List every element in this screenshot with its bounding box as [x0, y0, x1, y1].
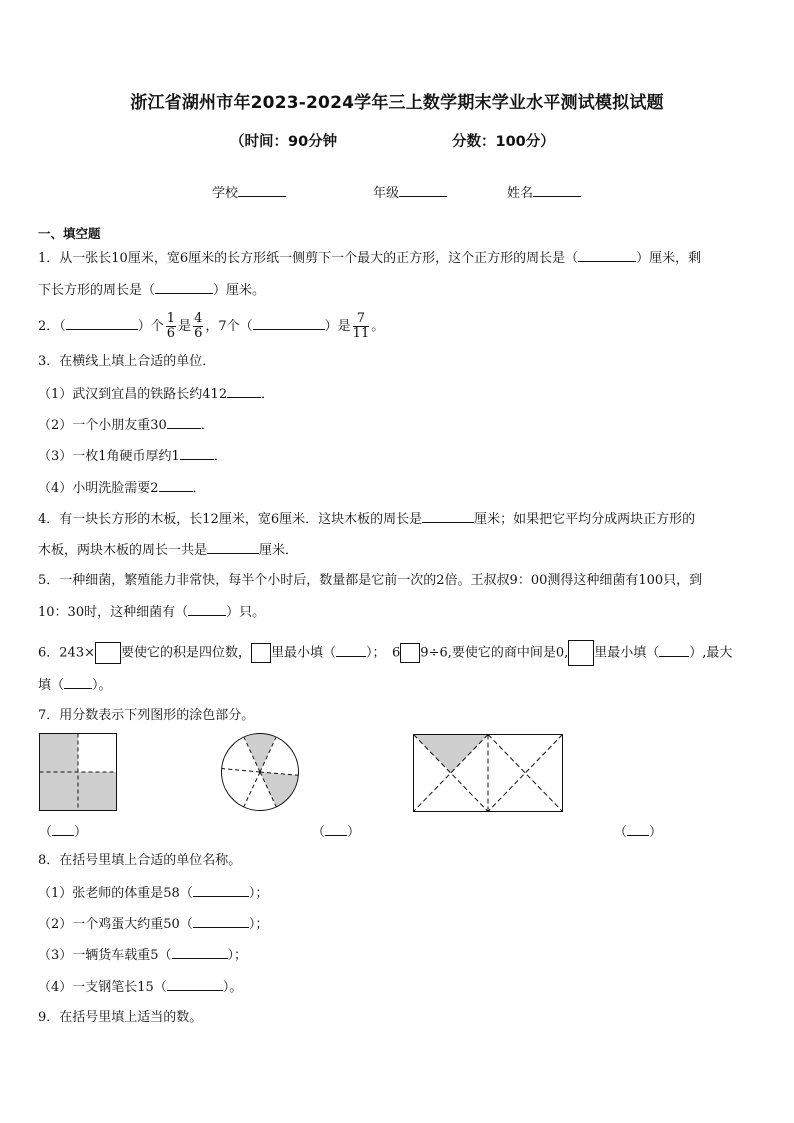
question-6-line-1	[38, 640, 732, 666]
q6-text-h: 填（	[38, 678, 65, 693]
fraction-denominator: 11	[352, 326, 370, 341]
question-3-item-1	[38, 385, 274, 404]
figure-rectangle-triangles	[413, 734, 563, 812]
q5-blank[interactable]	[188, 603, 226, 616]
q4-blank-1[interactable]	[422, 510, 474, 523]
question-3-item-4	[38, 479, 206, 498]
shaded-sector-bottom-right	[260, 772, 298, 807]
fraction-7-11	[353, 312, 370, 341]
question-5-line-1: 5．一种细菌，繁殖能力非常快，每半个小时后，数量都是它前一次的2倍。王叔叔9：00测得这种细菌有100只，到	[38, 573, 703, 588]
q3-blank-3[interactable]	[180, 447, 214, 460]
q3-item-end: ．	[192, 481, 206, 496]
section-heading: 一、填空题	[38, 226, 101, 241]
q4-text-c: 木板，两块木板的周长一共是	[38, 543, 208, 558]
q8-item-end: ）。	[222, 980, 243, 995]
fraction-denominator: 6	[194, 326, 203, 341]
q6-text-d: ）； 6	[366, 645, 401, 661]
q8-blank-3[interactable]	[172, 946, 228, 959]
q2-text-e: ）是	[324, 319, 351, 334]
q8-item-end: ）；	[248, 886, 269, 901]
q6-blank-2[interactable]	[659, 644, 689, 657]
question-4-line-1	[38, 510, 695, 529]
q3-item-end: ．	[261, 387, 275, 402]
q6-text-e: 9÷6,要使它的商中间是0,	[420, 645, 569, 661]
q3-item-end: ．	[200, 418, 214, 433]
fraction-numerator: 1	[166, 311, 176, 326]
question-1-line-2	[38, 281, 265, 300]
q4-text-b: 厘米；如果把它平均分成两块正方形的	[474, 512, 696, 527]
q8-blank-4[interactable]	[167, 978, 223, 991]
school-field	[212, 182, 286, 201]
q2-blank-1[interactable]	[66, 317, 138, 330]
question-3-item-3	[38, 447, 227, 466]
q2-text-c: 是	[178, 319, 192, 334]
q3-item-end: ．	[213, 449, 227, 464]
question-3-stem: 3．在横线上填上合适的单位．	[38, 354, 216, 369]
q6-blank-1[interactable]	[336, 644, 366, 657]
q8-item-text: （4）一支钢笔长15（	[38, 980, 167, 995]
q1-text-c: 下长方形的周长是（	[38, 283, 156, 298]
question-8-item-2	[38, 915, 268, 934]
figure-circle-sixths	[221, 733, 299, 811]
page-title: 浙江省湖州市年2023-2024学年三上数学期末学业水平测试模拟试题	[130, 93, 664, 113]
q6-text-i: ）。	[92, 678, 112, 693]
q7-blank-1[interactable]	[52, 823, 74, 836]
q6-text-b: 要使它的积是四位数，	[120, 645, 251, 661]
question-1-line-1	[38, 249, 701, 268]
q7-answer-2	[312, 821, 360, 840]
paren-open: （	[39, 825, 53, 840]
paren-close: ）	[649, 825, 663, 840]
grade-blank[interactable]	[399, 183, 447, 197]
question-8-item-1	[38, 884, 268, 903]
fraction-numerator: 7	[353, 312, 370, 327]
question-6-line-2	[38, 676, 112, 695]
paren-close: ）	[74, 825, 88, 840]
q4-text-a: 4．有一块长方形的木板，长12厘米，宽6厘米．这块木板的周长是	[38, 512, 423, 527]
q5-text-b: 10：30时，这种细菌有（	[38, 605, 189, 620]
shaded-quarter-top-left	[40, 734, 79, 773]
q2-text-b: ）个	[137, 319, 164, 334]
q7-blank-3[interactable]	[627, 823, 649, 836]
score-label: 分数：100分）	[452, 134, 555, 150]
q1-blank-1[interactable]	[578, 249, 636, 262]
q6-box-2[interactable]	[400, 643, 420, 663]
grade-label: 年级	[373, 186, 400, 201]
q4-blank-2[interactable]	[207, 541, 259, 554]
q3-blank-4[interactable]	[159, 479, 193, 492]
fraction-1-6	[166, 312, 176, 341]
q6-blank-3[interactable]	[64, 676, 92, 689]
q1-text-d: ）厘米。	[213, 283, 266, 298]
paren-open: （	[312, 825, 326, 840]
q6-box-1[interactable]	[95, 642, 121, 664]
q6-box-ref-1	[251, 643, 271, 663]
q7-blank-2[interactable]	[325, 823, 347, 836]
shaded-quarter-bottom-right	[78, 772, 117, 811]
question-7-stem: 7．用分数表示下列图形的涂色部分。	[38, 708, 255, 723]
q1-blank-2[interactable]	[155, 281, 213, 294]
fraction-numerator: 4	[194, 311, 203, 326]
q2-text-a: 2．（	[38, 319, 66, 334]
question-8-item-4	[38, 978, 242, 997]
q8-item-text: （2）一个鸡蛋大约重50（	[38, 917, 193, 932]
shaded-quarter-bottom-left	[40, 772, 79, 811]
name-label: 姓名	[507, 186, 534, 201]
q3-blank-2[interactable]	[167, 416, 201, 429]
q2-text-d: ，7个（	[205, 319, 253, 334]
school-label: 学校	[212, 186, 239, 201]
figure-square-quarters	[39, 733, 117, 811]
q8-item-end: ）；	[248, 917, 269, 932]
q3-blank-1[interactable]	[227, 385, 261, 398]
time-label: （时间：90分钟	[230, 134, 338, 150]
q3-item-text: （2）一个小朋友重30	[38, 418, 167, 433]
q1-text-b: ）厘米，剩	[636, 251, 702, 266]
q7-answer-3	[614, 821, 662, 840]
q6-text-c: 里最小填（	[271, 645, 337, 661]
shaded-sector-top	[244, 733, 276, 772]
paren-close: ）	[347, 825, 361, 840]
name-blank[interactable]	[533, 183, 581, 197]
paren-open: （	[614, 825, 628, 840]
q3-item-text: （1）武汉到宜昌的铁路长约412	[38, 387, 228, 402]
q8-item-end: ）；	[227, 948, 248, 963]
q6-text-a: 6．243×	[38, 645, 95, 661]
fraction-denominator: 6	[166, 326, 176, 341]
school-blank[interactable]	[238, 183, 286, 197]
q8-blank-2[interactable]	[193, 915, 249, 928]
q8-blank-1[interactable]	[193, 884, 249, 897]
q5-text-c: ）只。	[226, 605, 266, 620]
q3-item-text: （4）小明洗脸需要2	[38, 481, 159, 496]
question-8-item-3	[38, 946, 247, 965]
q2-blank-2[interactable]	[253, 317, 325, 330]
name-field	[507, 182, 581, 201]
q4-text-d: 厘米．	[259, 543, 299, 558]
q8-item-text: （3）一辆货车载重5（	[38, 948, 172, 963]
q3-item-text: （3）一枚1角硬币厚约1	[38, 449, 180, 464]
radius-line	[244, 772, 260, 807]
q8-item-text: （1）张老师的体重是58（	[38, 886, 193, 901]
grade-field	[373, 182, 447, 201]
fraction-4-6	[193, 312, 203, 341]
question-2	[38, 312, 384, 341]
shaded-triangle	[414, 735, 488, 773]
q2-text-g: 。	[371, 319, 385, 334]
q6-text-f: 里最小填（	[594, 645, 660, 661]
radius-line	[222, 769, 260, 773]
question-8-stem: 8．在括号里填上合适的单位名称。	[38, 853, 242, 868]
q6-text-g: ）,最大	[689, 645, 733, 661]
q7-answer-1	[39, 821, 87, 840]
q6-box-ref-2	[568, 640, 594, 666]
q1-text-a: 1．从一张长10厘米，宽6厘米的长方形纸一侧剪下一个最大的正方形，这个正方形的周长是（	[38, 251, 579, 266]
question-9-stem: 9．在括号里填上适当的数。	[38, 1010, 203, 1025]
question-5-line-2	[38, 603, 265, 622]
question-3-item-2	[38, 416, 214, 435]
question-4-line-2	[38, 541, 298, 560]
